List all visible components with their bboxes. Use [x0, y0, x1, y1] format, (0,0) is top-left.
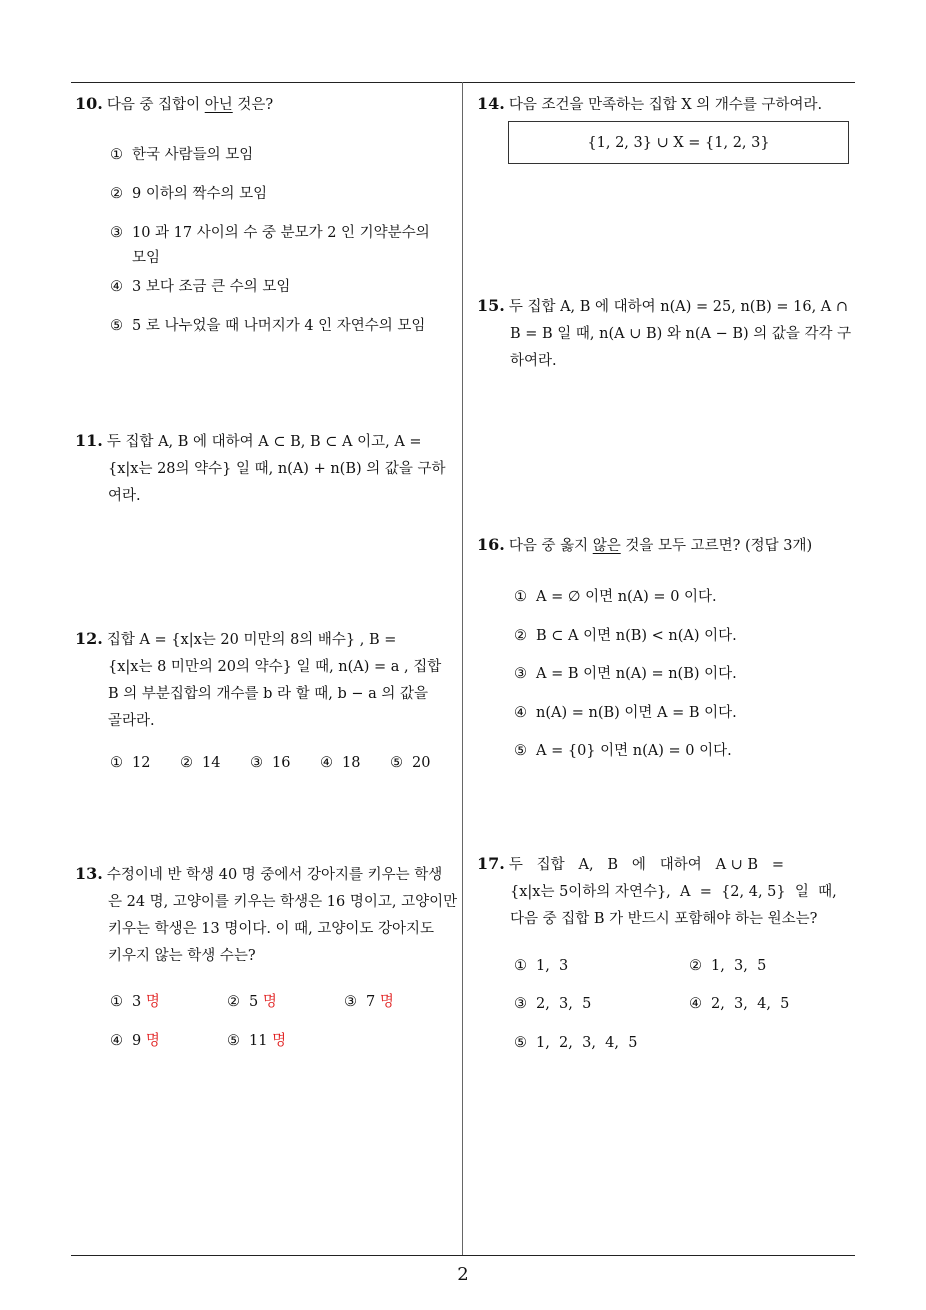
q13-option-4[interactable]: ④ 9 명 — [110, 1033, 160, 1049]
question-number: 10. — [75, 94, 103, 113]
q17-option-4[interactable]: ④ 2, 3, 4, 5 — [689, 996, 790, 1012]
question-line: {x|x는 28의 약수} 일 때, n(A) + n(B) 의 값을 구하 — [108, 461, 446, 477]
question-text: 다음 중 옳지 않은 것을 모두 고르면? (정답 3개) — [508, 538, 813, 554]
question-text: 다음 중 집합이 아닌 것은? — [106, 97, 274, 113]
condition-text: {1, 2, 3} ∪ X = {1, 2, 3} — [587, 134, 770, 151]
question-line: B 의 부분집합의 개수를 b 라 할 때, b − a 의 값을 — [108, 686, 429, 702]
q16-option-2[interactable]: ② B ⊂ A 이면 n(B) < n(A) 이다. — [514, 628, 737, 644]
q13-option-5[interactable]: ⑤ 11 명 — [227, 1033, 287, 1049]
q16-option-3[interactable]: ③ A = B 이면 n(A) = n(B) 이다. — [514, 666, 737, 682]
question-number: 13. — [75, 864, 103, 883]
question-line: {x|x는 8 미만의 20의 약수} 일 때, n(A) = a , 집합 — [108, 659, 442, 675]
q16-option-4[interactable]: ④ n(A) = n(B) 이면 A = B 이다. — [514, 705, 737, 721]
unit-label: 명 — [145, 1033, 160, 1049]
question-10 — [75, 90, 460, 119]
q12-option-4[interactable]: ④ 18 — [320, 755, 361, 771]
bottom-rule — [71, 1255, 855, 1256]
q10-option-3[interactable]: ③ 10 과 17 사이의 수 중 분모가 2 인 기약분수의 — [110, 225, 430, 241]
question-number: 15. — [477, 296, 505, 315]
question-line: 여라. — [108, 488, 141, 504]
question-number: 12. — [75, 629, 103, 648]
question-15 — [477, 292, 857, 375]
unit-label: 명 — [145, 994, 160, 1010]
q17-option-1[interactable]: ① 1, 3 — [514, 958, 569, 974]
q12-option-2[interactable]: ② 14 — [180, 755, 221, 771]
question-number: 11. — [75, 431, 103, 450]
column-divider — [462, 82, 463, 1255]
question-line: 골라라. — [108, 713, 155, 729]
question-16 — [477, 531, 857, 560]
question-line: 두 집합 A, B 에 대하여 A ∪ B = — [508, 857, 785, 873]
question-line: 두 집합 A, B 에 대하여 n(A) = 25, n(B) = 16, A ∩ — [508, 299, 849, 315]
question-line: 두 집합 A, B 에 대하여 A ⊂ B, B ⊂ A 이고, A = — [106, 434, 422, 450]
q10-option-1[interactable]: ① 한국 사람들의 모임 — [110, 147, 254, 163]
question-12 — [75, 625, 460, 735]
q12-option-5[interactable]: ⑤ 20 — [390, 755, 431, 771]
question-number: 14. — [477, 94, 505, 113]
question-line: 하여라. — [510, 353, 557, 369]
question-number: 16. — [477, 535, 505, 554]
question-line: 수정이네 반 학생 40 명 중에서 강아지를 키우는 학생 — [106, 867, 443, 883]
question-11 — [75, 427, 460, 510]
q10-option-5[interactable]: ⑤ 5 로 나누었을 때 나머지가 4 인 자연수의 모임 — [110, 318, 426, 334]
question-text: 다음 조건을 만족하는 집합 X 의 개수를 구하여라. — [508, 97, 823, 113]
question-line: 키우는 학생은 13 명이다. 이 때, 고양이도 강아지도 — [108, 921, 435, 937]
condition-box — [508, 121, 849, 164]
q16-option-5[interactable]: ⑤ A = {0} 이면 n(A) = 0 이다. — [514, 743, 732, 759]
question-line: 집합 A = {x|x는 20 미만의 8의 배수} , B = — [106, 632, 397, 648]
question-line: {x|x는 5이하의 자연수}, A = {2, 4, 5} 일 때, — [510, 884, 837, 900]
q12-option-1[interactable]: ① 12 — [110, 755, 151, 771]
question-13 — [75, 860, 460, 970]
question-line: 키우지 않는 학생 수는? — [108, 948, 256, 964]
unit-label: 명 — [262, 994, 277, 1010]
unit-label: 명 — [272, 1033, 287, 1049]
page-number: 2 — [457, 1264, 469, 1285]
top-rule — [71, 82, 855, 83]
q17-option-5[interactable]: ⑤ 1, 2, 3, 4, 5 — [514, 1035, 638, 1051]
question-17 — [477, 850, 857, 933]
q12-option-3[interactable]: ③ 16 — [250, 755, 291, 771]
q10-option-3-cont: 모임 — [132, 250, 161, 266]
q17-option-2[interactable]: ② 1, 3, 5 — [689, 958, 767, 974]
q17-option-3[interactable]: ③ 2, 3, 5 — [514, 996, 592, 1012]
question-14 — [477, 90, 857, 119]
question-line: 다음 중 집합 B 가 반드시 포함해야 하는 원소는? — [510, 911, 818, 927]
unit-label: 명 — [379, 994, 394, 1010]
q13-option-1[interactable]: ① 3 명 — [110, 994, 160, 1010]
q16-option-1[interactable]: ① A = ∅ 이면 n(A) = 0 이다. — [514, 589, 717, 605]
q13-option-2[interactable]: ② 5 명 — [227, 994, 277, 1010]
q10-option-2[interactable]: ② 9 이하의 짝수의 모임 — [110, 186, 268, 202]
question-line: B = B 일 때, n(A ∪ B) 와 n(A − B) 의 값을 각각 구 — [510, 326, 852, 342]
question-number: 17. — [477, 854, 505, 873]
q10-option-4[interactable]: ④ 3 보다 조금 큰 수의 모임 — [110, 279, 291, 295]
q13-option-3[interactable]: ③ 7 명 — [344, 994, 394, 1010]
question-line: 은 24 명, 고양이를 키우는 학생은 16 명이고, 고양이만 — [108, 894, 458, 910]
